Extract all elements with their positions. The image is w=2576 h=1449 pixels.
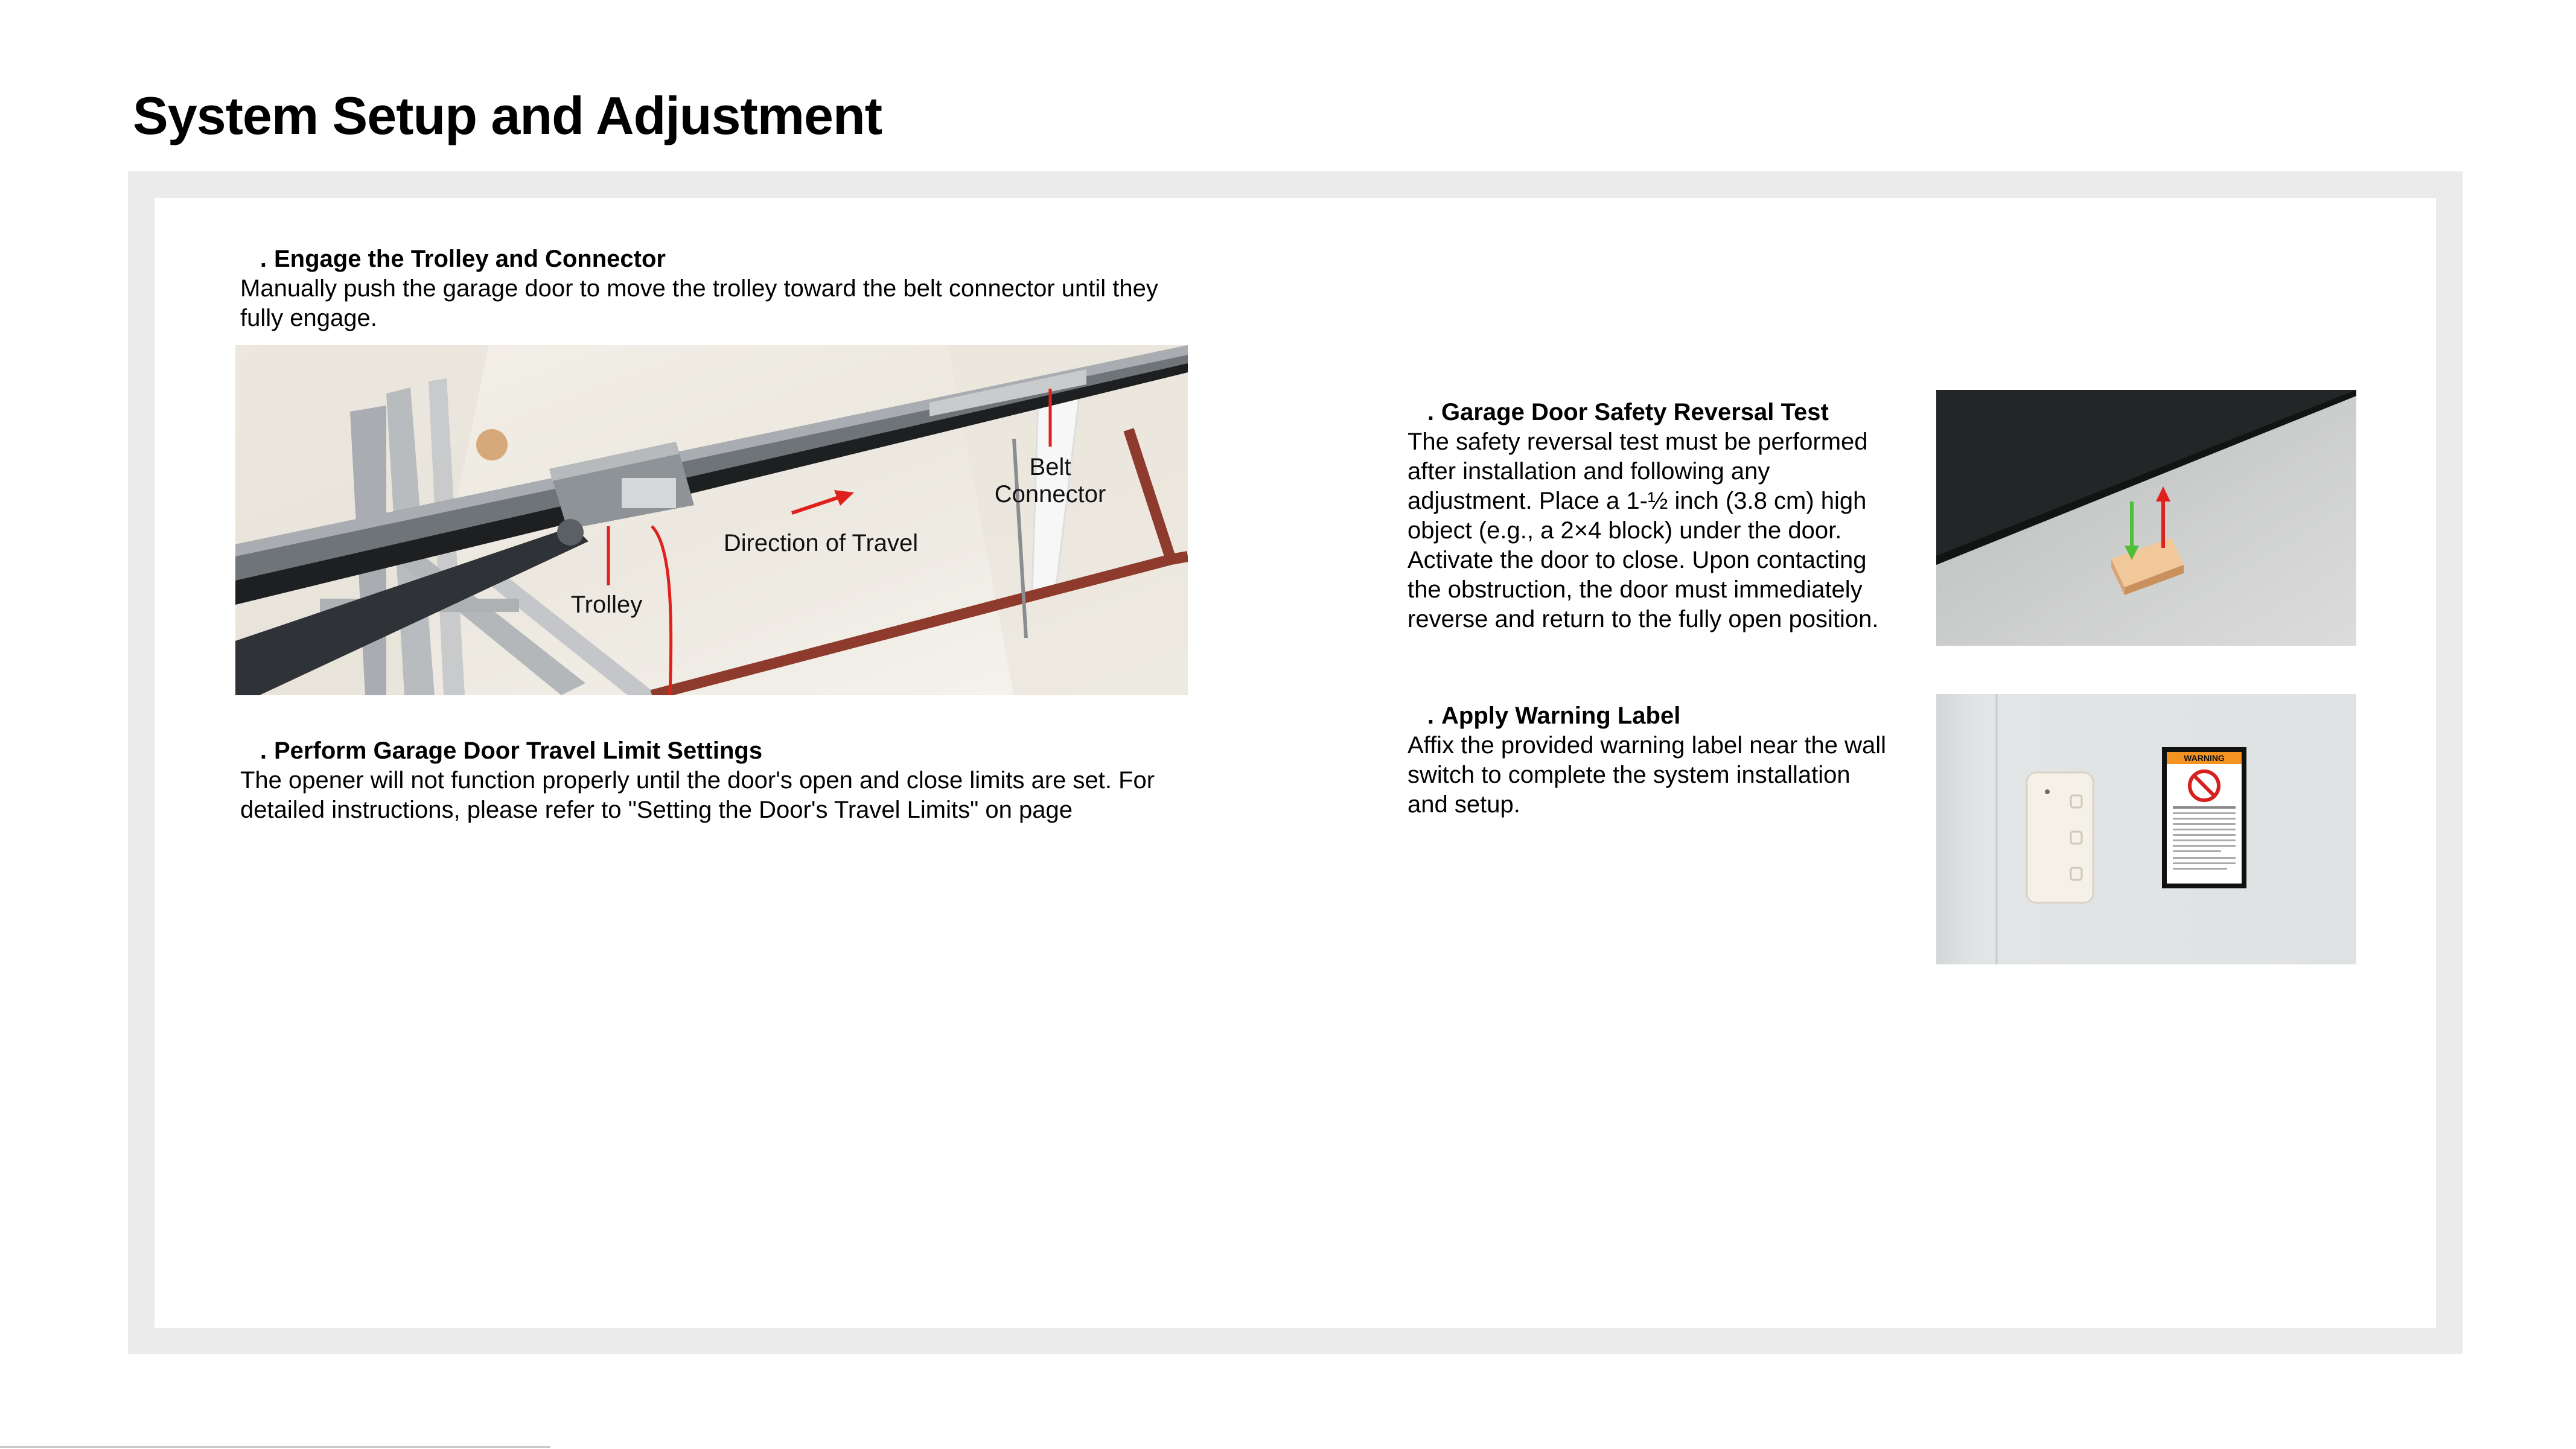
callout-trolley: Trolley [570,591,643,618]
page-title: System Setup and Adjustment [133,86,882,145]
callout-belt-connector: Belt Connector [994,454,1106,508]
section-bullet: . [260,737,267,764]
section-body: Affix the provided warning label near the wall switch to complete the system installation and setup. [1408,732,1887,818]
warning-label-illustration [1936,694,2356,964]
trolley-photo-illustration [235,345,1188,695]
section-title-text: Engage the Trolley and Connector [274,246,666,272]
footer-rule [0,1446,550,1448]
warning-label-photo [1936,694,2356,964]
section-title-text: Perform Garage Door Travel Limit Settings [274,737,763,764]
section-warning-label [1408,701,1890,820]
section-title [1408,398,1890,427]
trolley-photo [235,345,1188,695]
section-title-text: Apply Warning Label [1441,702,1681,729]
callout-direction-of-travel: Direction of Travel [723,530,919,556]
section-travel-limits [240,736,1200,825]
section-bullet: . [1427,399,1434,425]
section-bullet: . [1427,702,1434,729]
reversal-test-illustration [1936,390,2356,646]
section-title [1408,701,1890,731]
section-title [240,736,1200,766]
section-body: The opener will not function properly until the door's open and close limits are set. For detailed instructions, please refer to "Setting the Door's Travel Limits" on page [240,767,1155,823]
section-bullet: . [260,246,267,272]
section-title [240,244,1200,274]
warning-label-heading: WARNING [2184,753,2225,763]
section-body: Manually push the garage door to move the trolley toward the belt connector until they fully engage. [240,275,1158,331]
reversal-test-photo [1936,390,2356,646]
section-safety-reversal [1408,398,1890,634]
section-body: The safety reversal test must be performed after installation and following any adjustment. Place a 1-½ inch (3.8 cm) high object (e.g., a 2×4 block) under the door. Activate the door to close. Upon contacting the obstruction, the door must immediately reverse and return to the fully open position. [1408,428,1879,632]
section-engage-trolley [240,244,1200,333]
section-title-text: Garage Door Safety Reversal Test [1441,399,1829,425]
